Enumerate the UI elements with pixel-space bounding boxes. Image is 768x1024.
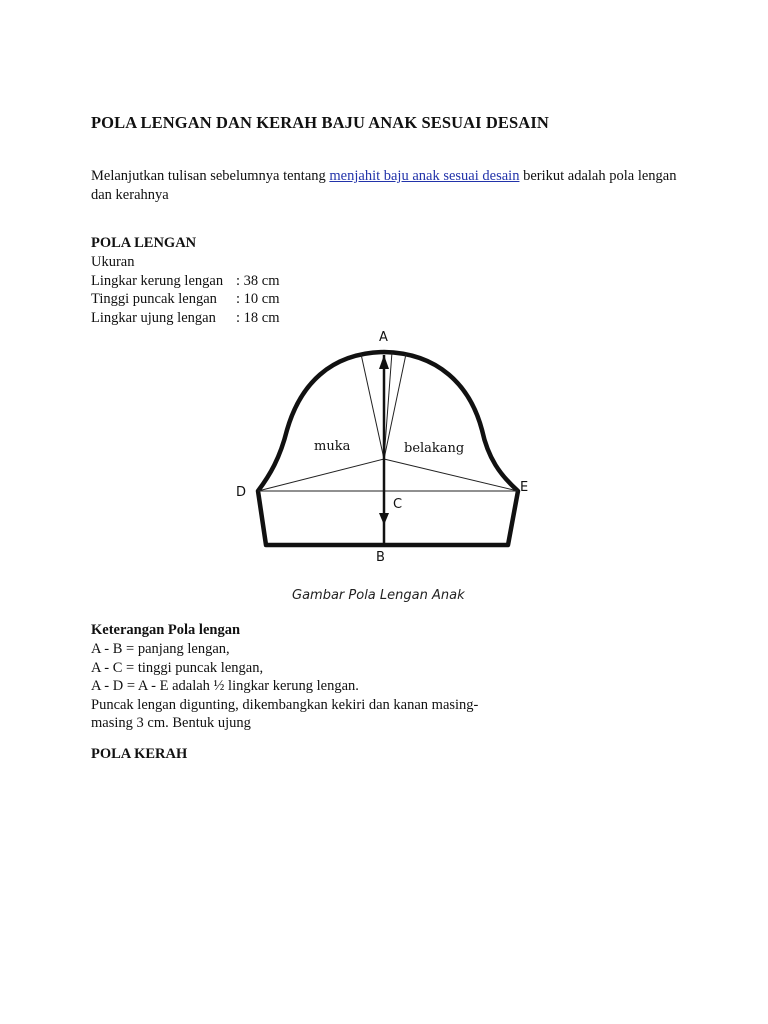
keterangan-line: A - C = tinggi puncak lengan, xyxy=(91,659,264,676)
sleeve-pattern-figure xyxy=(230,325,540,610)
article-link[interactable]: menjahit baju anak sesuai desain xyxy=(329,168,520,184)
measurement-row xyxy=(91,272,280,291)
keterangan-line: masing 3 cm. Bentuk ujung xyxy=(91,715,251,732)
measurement-value: : 18 cm xyxy=(236,309,280,326)
measurement-value: : 38 cm xyxy=(236,272,280,289)
ukuran-label: Ukuran xyxy=(91,254,135,270)
point-label-c: C xyxy=(393,497,403,512)
keterangan-line: A - B = panjang lengan, xyxy=(91,641,230,657)
sleeve-pattern-diagram xyxy=(230,325,540,610)
keterangan-block xyxy=(91,640,478,733)
back-label: belakang xyxy=(404,441,465,456)
document-title: POLA LENGAN DAN KERAH BAJU ANAK SESUAI DESAIN xyxy=(91,113,549,132)
ukuran-block xyxy=(91,253,280,327)
point-label-a: A xyxy=(379,330,388,345)
arrow-down-icon xyxy=(379,513,389,525)
pola-kerah-heading: POLA KERAH xyxy=(91,746,188,762)
measurement-label: Tinggi puncak lengan xyxy=(91,291,217,308)
keterangan-line: A - D = A - E adalah ½ lingkar kerung lengan. xyxy=(91,678,359,695)
intro-text-after: berikut adalah pola lengan dan kerahnya xyxy=(91,168,677,203)
intro-text-before: Melanjutkan tulisan sebelumnya tentang xyxy=(91,168,330,184)
measurement-label: Lingkar kerung lengan xyxy=(91,272,224,289)
figure-caption: Gambar Pola Lengan Anak xyxy=(292,588,465,603)
fan-line xyxy=(384,354,406,459)
fan-line xyxy=(361,354,384,459)
measurement-value: : 10 cm xyxy=(236,291,280,308)
front-label: muka xyxy=(314,439,351,454)
measurement-label: Lingkar ujung lengan xyxy=(91,309,216,326)
sleeve-outline xyxy=(258,352,518,545)
intro-paragraph xyxy=(91,167,681,205)
keterangan-line: Puncak lengan digunting, dikembangkan kekiri dan kanan masing- xyxy=(91,696,479,713)
arrow-up-icon xyxy=(379,355,389,369)
line-e-center xyxy=(384,459,518,491)
point-label-d: D xyxy=(236,485,247,500)
keterangan-heading: Keterangan Pola lengan xyxy=(91,622,241,638)
measurement-row xyxy=(91,290,280,309)
point-label-e: E xyxy=(520,480,529,495)
point-label-b: B xyxy=(376,550,385,565)
pola-lengan-heading: POLA LENGAN xyxy=(91,235,197,251)
